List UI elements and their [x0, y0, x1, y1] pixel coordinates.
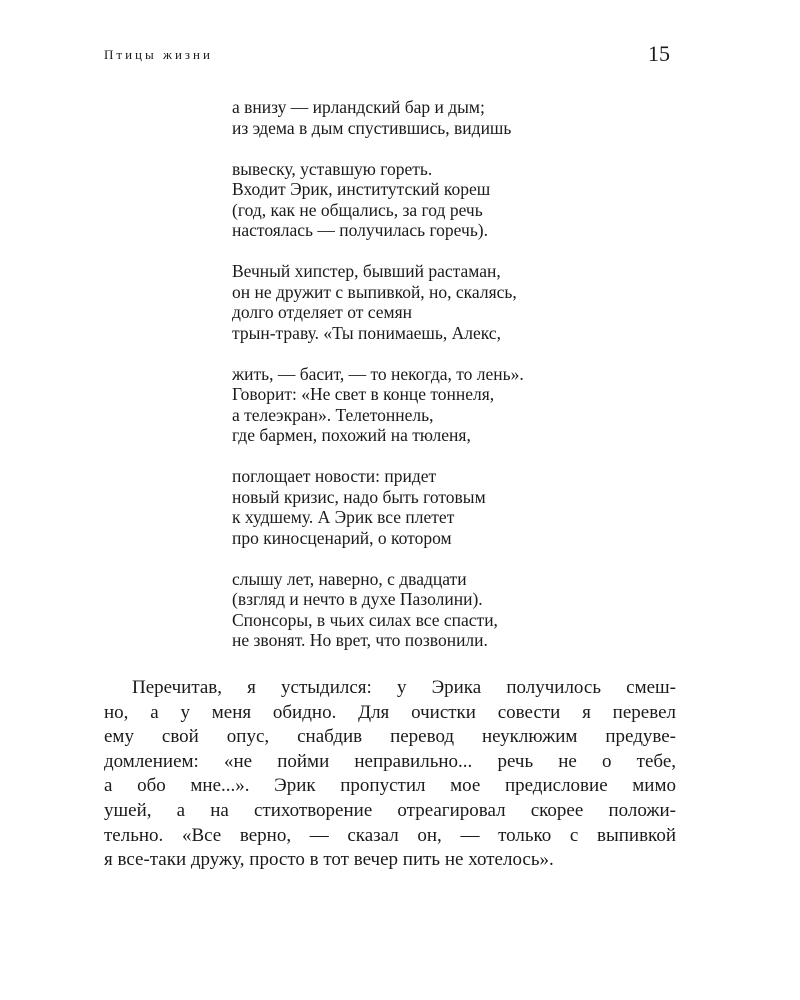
poem-line: из эдема в дым спустившись, видишь: [232, 117, 512, 138]
running-title: Птицы жизни: [104, 47, 213, 62]
poem-line: про киносценарий, о котором: [232, 527, 452, 548]
poem-line: (взгляд и нечто в духе Пазолини).: [232, 589, 483, 609]
poem-line: Спонсоры, в чьих силах все спасти,: [232, 609, 498, 630]
prose-line: ему свой опус, снабдив перевод неуклюжим предуве-: [104, 726, 676, 748]
poem-line: Входит Эрик, институтский кореш: [232, 179, 491, 199]
prose-line: но, а у меня обидно. Для очистки совести я перевел: [104, 701, 676, 723]
poem-stanza: [232, 97, 652, 138]
poem: [232, 97, 652, 671]
poem-line: вывеску, уставшую гореть.: [232, 158, 433, 179]
prose-line: домлением: «не пойми неправильно... речь не о тебе,: [104, 750, 676, 772]
poem-line: слышу лет, наверно, с двадцати: [232, 568, 467, 589]
poem-line: трын-траву. «Ты понимаешь, Алекс,: [232, 322, 501, 343]
poem-stanza: [232, 364, 652, 446]
prose-line: Перечитав, я устыдился: у Эрика получилось смеш-: [132, 677, 676, 698]
poem-stanza: [232, 569, 652, 651]
poem-line: долго отделяет от семян: [232, 302, 412, 322]
prose-line: я все-таки дружу, просто в тот вечер пить не хотелось».: [104, 849, 554, 871]
poem-stanza: [232, 159, 652, 241]
poem-stanza: [232, 466, 652, 548]
poem-line: настоялась — получилась горечь).: [232, 220, 488, 240]
poem-line: (год, как не общались, за год речь: [232, 199, 483, 220]
poem-line: жить, — басит, — то некогда, то лень».: [232, 363, 524, 384]
poem-line: он не дружит с выпивкой, но, скалясь,: [232, 281, 517, 302]
poem-line: где бармен, похожий на тюленя,: [232, 425, 471, 445]
poem-line: к худшему. А Эрик все плетет: [232, 507, 455, 527]
poem-line: новый кризис, надо быть готовым: [232, 486, 486, 507]
poem-line: а телеэкран». Телетоннель,: [232, 404, 434, 425]
poem-line: Говорит: «Не свет в конце тоннеля,: [232, 384, 495, 404]
page-number: 15: [648, 41, 670, 66]
prose-paragraph: [104, 676, 676, 873]
prose-line: ушей, а на стихотворение отреагировал скорее положи-: [104, 799, 676, 821]
poem-line: поглощает новости: придет: [232, 466, 437, 486]
prose-line: а обо мне...». Эрик пропустил мое предисловие мимо: [104, 775, 676, 797]
poem-line: Вечный хипстер, бывший растаман,: [232, 261, 501, 281]
poem-line: а внизу — ирландский бар и дым;: [232, 97, 485, 117]
poem-stanza: [232, 261, 652, 343]
prose-line: тельно. «Все верно, — сказал он, — только с выпивкой: [104, 824, 676, 846]
poem-line: не звонят. Но врет, что позвонили.: [232, 630, 488, 650]
